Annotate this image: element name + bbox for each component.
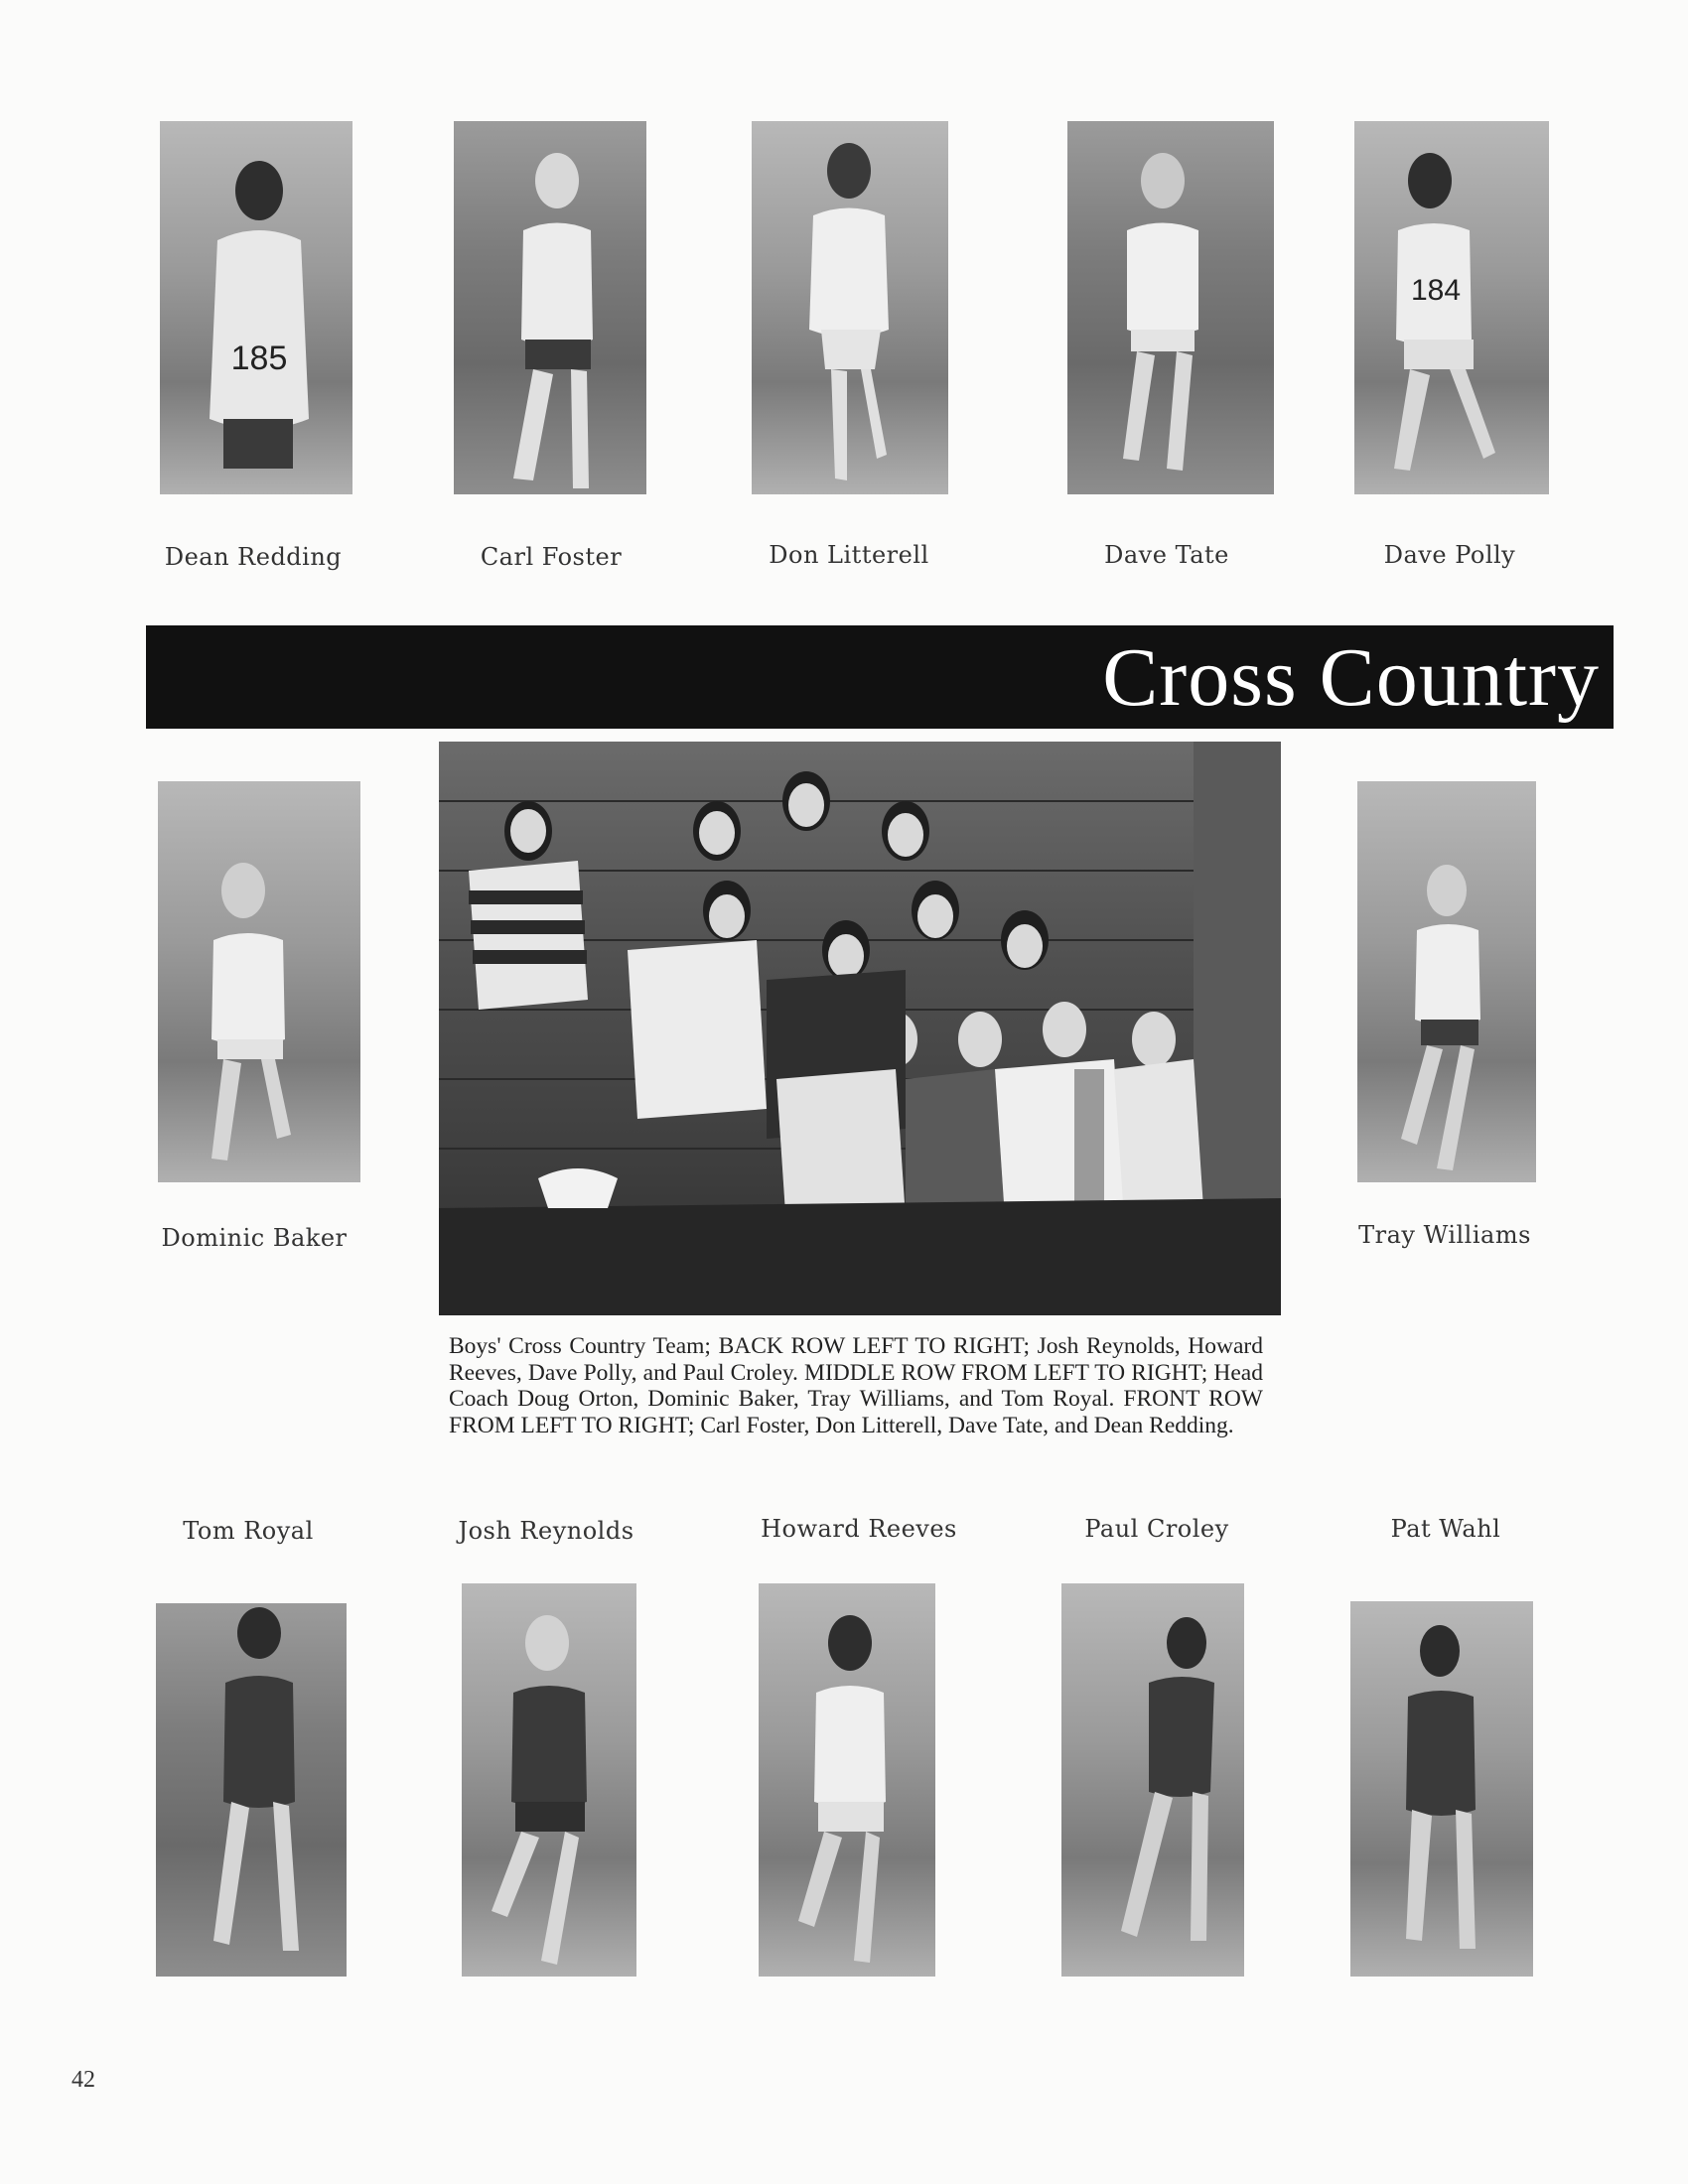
caption-top-4: Dave Tate: [1104, 541, 1229, 569]
section-banner: [146, 625, 1614, 729]
jersey-number: 185: [230, 340, 288, 377]
photo-dave-tate: [1067, 121, 1274, 494]
page-number: 42: [71, 2067, 95, 2093]
caption-dominic-baker: Dominic Baker: [161, 1224, 348, 1252]
photo-tray-williams: [1357, 781, 1536, 1182]
photo-tom-royal: [156, 1603, 347, 1977]
caption-tray-williams: Tray Williams: [1358, 1221, 1531, 1249]
runner-silhouette: [1354, 121, 1549, 494]
jersey-number: 184: [1410, 274, 1462, 307]
team-photo: [439, 742, 1281, 1315]
runner-silhouette: [1067, 121, 1274, 494]
runner-silhouette: [462, 1583, 636, 1977]
runner-silhouette: [759, 1583, 935, 1977]
caption-bottom-1: Tom Royal: [183, 1517, 314, 1545]
caption-top-2: Carl Foster: [480, 543, 623, 571]
runner-silhouette: [1061, 1583, 1244, 1977]
photo-don-litterell: [752, 121, 948, 494]
photo-dominic-baker: [158, 781, 360, 1182]
runner-silhouette: [158, 781, 360, 1182]
runner-silhouette: [1350, 1601, 1533, 1977]
caption-bottom-4: Paul Croley: [1084, 1515, 1229, 1543]
runner-silhouette: [160, 121, 352, 494]
caption-top-3: Don Litterell: [769, 541, 929, 569]
caption-top-1: Dean Redding: [164, 543, 343, 571]
runner-silhouette: [1357, 781, 1536, 1182]
caption-bottom-5: Pat Wahl: [1390, 1515, 1501, 1543]
photo-paul-croley: [1061, 1583, 1244, 1977]
photo-pat-wahl: [1350, 1601, 1533, 1977]
runner-silhouette: [752, 121, 948, 494]
caption-top-5: Dave Polly: [1383, 541, 1516, 569]
photo-howard-reeves: [759, 1583, 935, 1977]
runner-silhouette: [454, 121, 646, 494]
team-photo-caption: Boys' Cross Country Team; BACK ROW LEFT TO RIGHT; Josh Reynolds, Howard Reeves, Dave Polly, and Paul Croley. MIDDLE ROW FROM LEFT TO RIGHT; Head Coach Doug Orton, Dominic Baker, Tray Williams, and Tom Royal. FRONT ROW FROM LEFT TO RIGHT; Carl Foster, Don Litterell, Dave Tate, and Dean Redding.: [449, 1333, 1263, 1438]
caption-bottom-3: Howard Reeves: [761, 1515, 957, 1543]
team-group-illustration: [439, 742, 1281, 1315]
section-title: Cross Country: [1102, 631, 1600, 724]
photo-dean-redding: [160, 121, 352, 494]
photo-carl-foster: [454, 121, 646, 494]
caption-bottom-2: Josh Reynolds: [458, 1517, 634, 1545]
runner-silhouette: [156, 1603, 347, 1977]
photo-josh-reynolds: [462, 1583, 636, 1977]
photo-dave-polly: [1354, 121, 1549, 494]
